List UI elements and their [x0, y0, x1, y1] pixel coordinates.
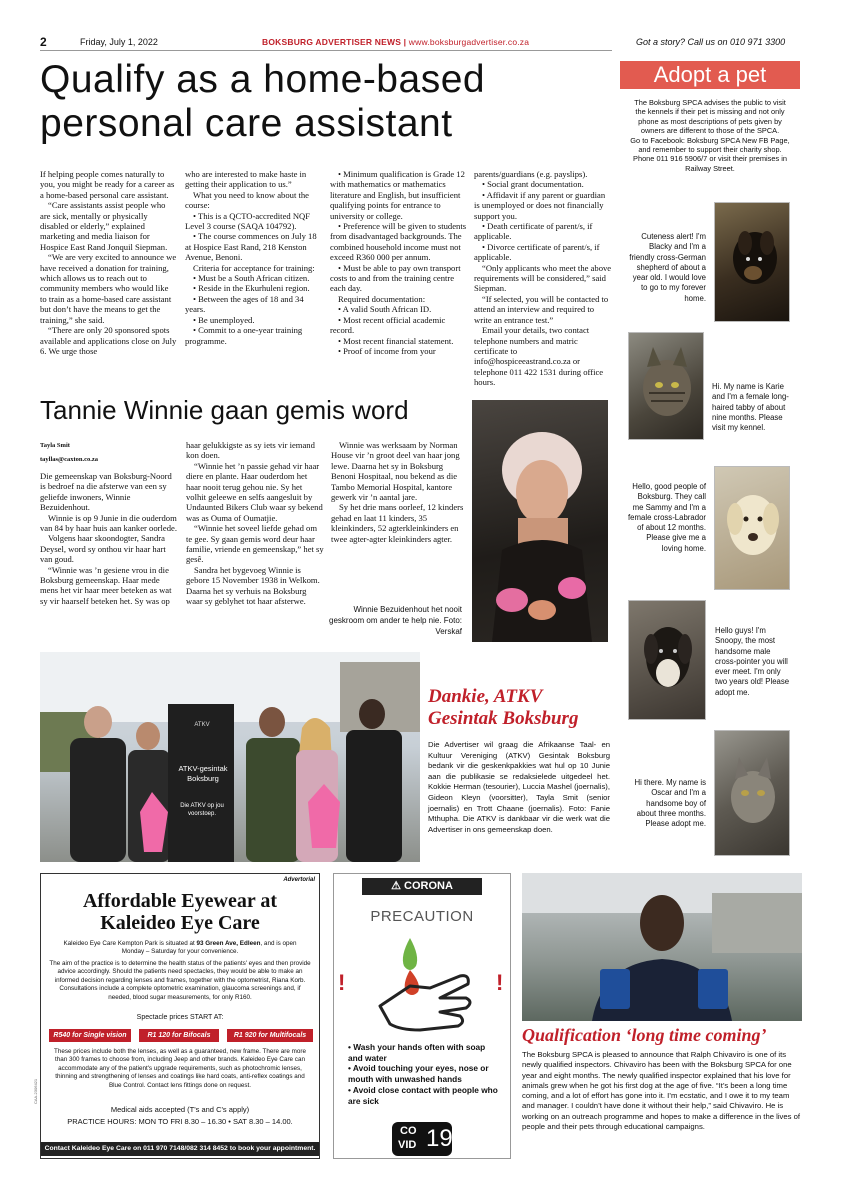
care-article-col-4: parents/guardians (e.g. payslips). • Social grant documentation. • Affidavit if any parent or guardian is unemployed or does not financially support you. • Death certificate of parent/s, if applicable. • Divorce certificate of parent/s, if applicable. “Only applicants who meet the above requirements will be considered,” said Siepman. “If selected, you will be contacted to attend an interview and required to write an entrance test.” Email your details, two contact telephone numbers and matric certificate to info@hospiceeastrand.co.za or telephone 011 422 1531 during office hours.: [474, 169, 612, 388]
atkv-group-photo: [40, 652, 420, 862]
pet-sammy-text: Hello, good people of Boksburg. They call me Sammy and I'm a female cross-Labrador of about 12 months. Please give me a loving home.: [628, 482, 707, 553]
care-article-headline: Qualify as a home-based personal care assistant: [40, 58, 486, 145]
pet-blacky-photo: [714, 202, 790, 322]
advertorial-tag: Advertorial: [283, 877, 315, 883]
winnie-photo: [472, 400, 608, 642]
eyewear-prices-label: Spectacle prices START AT:: [136, 1014, 224, 1021]
eyewear-intro: Kaleideo Eye Care Kempton Park is situated at 93 Green Ave, Edleen, and is open Monday – Saturday for your convenience.: [63, 940, 297, 956]
pet-karie-text: Hi. My name is Karie and I'm a female long-haired tabby of about nine months. Please visit my kennel.: [712, 382, 789, 433]
atkv-banner-tagline: Die ATKV op jou voorstoep.: [180, 803, 224, 817]
dankie-headline: Dankie, ATKV Gesintak Boksburg: [428, 686, 579, 729]
pet-karie-photo: [628, 332, 704, 440]
adopt-a-pet-heading: Adopt a pet: [620, 61, 800, 89]
dankie-body: Die Advertiser wil graag die Afrikaanse Taal- en Kultuur Vereniging (ATKV) Gesintak Boksburg bedank vir die geskenkpakkies wat hul op 10 Junie aan die publikasie se redaksielede uitgedeel het. Kokkie Herman (tesourier), Luccia Mashel (joernalis), Gideon Kleyn (voorsitter), Tayla Smit (senior joernalis) en Trott Chaane (joernalis). Foto: Fanie Mthupha. Die ATKV is dankbaar vir die werk wat die Advertiser in ons gemeenskap doen.: [428, 740, 610, 834]
page-number: 2: [40, 35, 47, 49]
dog-icon: [629, 601, 706, 720]
corona-subheading: PRECAUTION: [370, 908, 474, 925]
pet-oscar-photo: [714, 730, 790, 856]
tannie-byline-email[interactable]: tayllas@caxton.co.za: [40, 456, 99, 463]
pet-sammy-photo: [714, 466, 790, 590]
eyewear-advert: [33, 873, 320, 1159]
pet-blacky-text: Cuteness alert! I'm Blacky and I'm a friendly cross-German shepherd of about a year old. I would love to go to my forever home.: [629, 232, 706, 303]
group-photo-icon: [40, 652, 420, 862]
care-article-col-2: who are interested to make haste in getting their application to us.” What you need to know about the course: • This is a QCTO-accredited NQF Level 3 course (SAQA 104792). • The course commences on July 18 at Hospice East Rand, 218 Kenston Avenue, Benoni. Criteria for acceptance for training: • Must be a South African citizen. • Reside in the Ekurhuleni region. • Between the ages of 18 and 34 years. • Be unemployed. • Commit to a one-year training programme.: [185, 169, 317, 346]
publication-name: BOKSBURG ADVERTISER NEWS | www.boksburgadvertiser.co.za: [262, 37, 530, 47]
dog-icon: [715, 203, 790, 322]
header-rule: [40, 50, 612, 51]
dog-icon: [715, 467, 790, 590]
cat-icon: [629, 333, 704, 440]
exclamation-icon-right: !: [496, 970, 504, 995]
atkv-banner-brand: ATKV: [194, 722, 210, 728]
ad-code: CAA-2306421: [33, 1078, 38, 1104]
adopt-intro: The Boksburg SPCA advises the public to visit the kennels if their pet is missing and not only phone as most descriptions of pets given by owners are different to those of the SPCA. Go to Facebook: Boksburg SPCA New FB Page, and remember to support their charity shop. Phone 011 916 5906/7 or visit their premises in Railway Street.: [630, 98, 790, 173]
corona-heading: ⚠ CORONA: [362, 878, 482, 895]
pet-snoopy-photo: [628, 600, 706, 720]
price-single-vision: R540 for Single vision: [49, 1029, 131, 1042]
tannie-col-3: Winnie was werksaam by Norman House vir ’n groot deel van haar jong lewe. Daarna het sy in Boksburg Benoni Hospitaal, nou bekend as die Tambo Memorial Hospital, kantore gewerk vir ’n aantal jare. Sy het drie mans oorleef, 12 kinders gehad en laat 11 kinders, 35 kleinkinders, 52 agterkleinkinders en twee agter-agter kleinkinders agter.: [331, 440, 464, 544]
pet-snoopy-text: Hello guys! I'm Snoopy, the most handsome male cross-pointer you will ever meet. I'm only two years old! Please adopt me.: [715, 626, 790, 697]
eyewear-headline: Affordable Eyewear at Kaleideo Eye Care: [82, 890, 278, 934]
tip-line: Got a story? Call us on 010 971 3300: [636, 37, 786, 47]
portrait-icon: [522, 873, 802, 1021]
eyewear-hours: PRACTICE HOURS: MON TO FRI 8.30 – 16.30 • SAT 8.30 – 14.00.: [67, 1117, 293, 1126]
qualification-headline: Qualification ‘long time coming’: [522, 1025, 767, 1045]
eyewear-details: These prices include both the lenses, as well as a guaranteed, new frame. There are more than 300 frames to choose from, including Jeep and other brands. Kaleideo Eye Care can accommodate any of the patient's upgrade requirements, such as photochromic lenses, thinning and strengthening of lenses and coatings like hard coats, anti-reflex coatings and Blue Control. Contact lens fittings done on request.: [54, 1048, 306, 1089]
care-article-col-3: • Minimum qualification is Grade 12 with mathematics or mathematics literature and English, but insufficient qualifying points for entrance to university or college. • Preference will be given to students from disadvantaged backgrounds. The combined household income must not exceed R360 000 per annum. • Must be able to pay own transport costs to and from the training centre each day. Required documentation: • A valid South African ID. • Most recent official academic record. • Most recent financial statement. • Proof of income from your: [330, 169, 467, 356]
tannie-col-2: haar gelukkigste as sy iets vir iemand kon doen. “Winnie het ’n passie gehad vir haar diere en plante. Haar ouderdom het haar nooit terug gehou nie. Sy het volhit geleewe en selfs aangesluit by Undaunted Bikers Club waar sy bekend was as Ouma of Oumatjie. “Winnie het soveel liefde gehad om te gee. Sy gaan gemis word deur haar familie, vriende en gemeenskap,” het sy gesê. Sandra het bygevoeg Winnie is gebore 15 November 1938 in Welkom. Daarna het sy verhuis na Boksburg waar sy geblyhet tot haar afsterwe.: [186, 440, 324, 607]
cat-icon: [715, 731, 790, 856]
website-link[interactable]: www.boksburgadvertiser.co.za: [408, 37, 530, 47]
hand-wash-icon: [370, 936, 480, 1036]
corona-box: [333, 873, 511, 1159]
qualification-body: The Boksburg SPCA is pleased to announce that Ralph Chivaviro is one of its newly qualified inspectors. Chivaviro has been with the Boksburg SPCA for one year and eight months. The newly qualified inspector explained that his love for animals grew when he got his first dog at the age of five. “It’s been a long time coming, and a lot of effort has gone into it. I’m ecstatic, and I owe it to my team and manager. I couldn’t have done it without their help,” said Chivaviro. He is working on an outreach programme and hopes to make a difference in the lives of people and their pets through educational campaigns.: [522, 1050, 801, 1132]
tannie-byline-name: Tayla Smit: [40, 442, 70, 449]
eyewear-footer: Contact Kaleideo Eye Care on 011 970 7148/082 314 8452 to book your appointment.: [41, 1142, 319, 1156]
corona-bullets: • Wash your hands often with soap and water • Avoid touching your eyes, nose or mouth with unwashed hands • Avoid close contact with people who are sick: [348, 1042, 498, 1106]
tannie-headline: Tannie Winnie gaan gemis word: [40, 395, 409, 425]
tannie-photo-caption: Winnie Bezuidenhout het nooit geskroom om ander te help nie. Foto: Verskaf: [329, 605, 462, 636]
issue-date: Friday, July 1, 2022: [80, 37, 158, 47]
exclamation-icon-left: !: [338, 970, 346, 995]
atkv-banner-text: ATKV-gesintak Boksburg: [178, 764, 228, 783]
inspector-photo: [522, 873, 802, 1021]
tannie-col-1: Die gemeenskap van Boksburg-Noord is bedroef na die afsterwe van een sy geliefde inwoners, Winnie Bezuidenhout. Winnie is op 9 Junie in die ouderdom van 84 by haar huis aan kanker oorlede. Volgens haar skoondogter, Sandra Deysel, word sy onthou vir haar hart van goud. “Winnie was ’n gesiene vrou in die Boksburg gemeenskap. Haar mede mens het vir haar meer beteken as wat sy vir haarself beteken het. Sy was op: [40, 471, 177, 606]
price-bifocals: R1 120 for Bifocals: [139, 1029, 219, 1042]
pet-oscar-text: Hi there. My name is Oscar and I'm a handsome boy of about three months. Please adopt me.: [634, 778, 706, 829]
covid19-badge: CO VID 19: [392, 1122, 452, 1156]
eyewear-body: The aim of the practice is to determine the health status of the patients' eyes and then provide advice accordingly. Should the patients need spectacles, they would be able to make an informed decision regarding lenses and frames, together with the optometrist, Riana Korb. Consultations include a complete optometric examination, glaucoma screenings and, if needed, blood sugar measurements, for only R160.: [49, 960, 311, 1001]
eyewear-medical-aid: Medical aids accepted (T's and C's apply): [110, 1105, 250, 1114]
care-article-col-1: If helping people comes naturally to you, you might be ready for a career as a home-based personal care assistant. “Care assistants assist people who are sick, mentally or physically disabled or elderly,” explained marketing and media liaison for Hospice East Rand Jonquil Siepman. “We are very excited to announce we have received a donation for training, which allows us to reach out to community members who would like to train as a home-based care assistant but don’t have the means to get the training,” she said. “There are only 20 sponsored spots available and applications close on July 6. We urge those: [40, 169, 177, 356]
warning-icon: ⚠: [391, 880, 405, 892]
price-multifocals: R1 920 for Multifocals: [227, 1029, 313, 1042]
portrait-icon: [472, 400, 608, 642]
